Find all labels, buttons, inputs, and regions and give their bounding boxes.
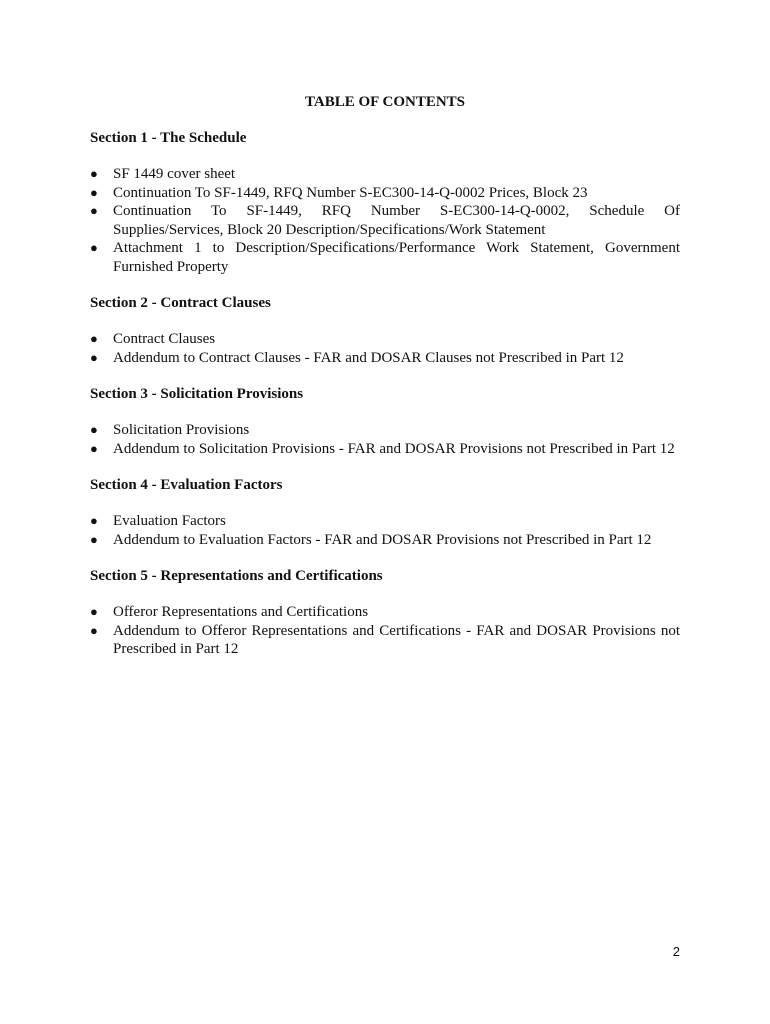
section-item-list xyxy=(90,512,680,549)
list-item xyxy=(90,184,680,203)
bullet-icon: ● xyxy=(90,622,98,638)
list-item-text: Contract Clauses xyxy=(113,331,216,347)
list-item-text: Continuation To SF-1449, RFQ Number S-EC300-14-Q-0002, Schedule Of Supplies/Services, Block 20 Description/Specifications/Work Statement xyxy=(113,203,680,238)
bullet-icon: ● xyxy=(90,203,98,218)
section-item-list xyxy=(90,330,680,367)
list-item-text: Addendum to Contract Clauses - FAR and DOSAR Clauses not Prescribed in Part 12 xyxy=(113,349,624,366)
section-heading: Section 1 - The Schedule xyxy=(90,130,247,146)
list-item xyxy=(90,421,680,440)
bullet-icon: ● xyxy=(90,349,98,365)
bullet-icon: ● xyxy=(90,531,98,547)
bullet-icon: ● xyxy=(90,440,98,456)
list-item-text: Solicitation Provisions xyxy=(113,422,250,438)
section-heading: Section 3 - Solicitation Provisions xyxy=(90,386,304,402)
list-item-text: Continuation To SF-1449, RFQ Number S-EC300-14-Q-0002 Prices, Block 23 xyxy=(113,184,588,201)
list-item-text: Offeror Representations and Certifications xyxy=(113,604,369,620)
list-item-text: Addendum to Evaluation Factors - FAR and DOSAR Provisions not Prescribed in Part 12 xyxy=(113,531,652,548)
list-item-text: Attachment 1 to Description/Specifications/Performance Work Statement, Government Furnished Property xyxy=(113,240,680,275)
section-item-list xyxy=(90,165,680,276)
bullet-icon: ● xyxy=(90,513,98,528)
list-item-text: SF 1449 cover sheet xyxy=(113,166,236,182)
list-item xyxy=(90,440,680,459)
list-item-text: Addendum to Solicitation Provisions - FAR and DOSAR Provisions not Prescribed in Part 12 xyxy=(113,440,675,457)
list-item xyxy=(90,165,680,184)
bullet-icon: ● xyxy=(90,604,98,619)
list-item xyxy=(90,202,680,239)
section-item-list xyxy=(90,603,680,659)
list-item-text: Evaluation Factors xyxy=(113,513,226,529)
toc-body xyxy=(90,129,680,677)
bullet-icon: ● xyxy=(90,331,98,346)
list-item xyxy=(90,512,680,531)
list-item xyxy=(90,239,680,276)
bullet-icon: ● xyxy=(90,240,98,255)
section-3 xyxy=(90,385,680,458)
list-item xyxy=(90,330,680,349)
list-item xyxy=(90,622,680,659)
section-2 xyxy=(90,294,680,367)
list-item xyxy=(90,531,680,550)
section-4 xyxy=(90,476,680,549)
page-number: 2 xyxy=(672,944,680,959)
list-item xyxy=(90,349,680,368)
bullet-icon: ● xyxy=(90,184,98,200)
section-heading: Section 4 - Evaluation Factors xyxy=(90,477,283,493)
section-heading: Section 5 - Representations and Certifications xyxy=(90,568,383,584)
section-1 xyxy=(90,129,680,276)
page-title: TABLE OF CONTENTS xyxy=(304,94,466,110)
list-item xyxy=(90,603,680,622)
section-item-list xyxy=(90,421,680,458)
section-heading: Section 2 - Contract Clauses xyxy=(90,295,271,311)
bullet-icon: ● xyxy=(90,166,98,181)
section-5 xyxy=(90,567,680,659)
bullet-icon: ● xyxy=(90,422,98,437)
list-item-text: Addendum to Offeror Representations and Certifications - FAR and DOSAR Provisions not Prescribed in Part 12 xyxy=(113,622,680,657)
